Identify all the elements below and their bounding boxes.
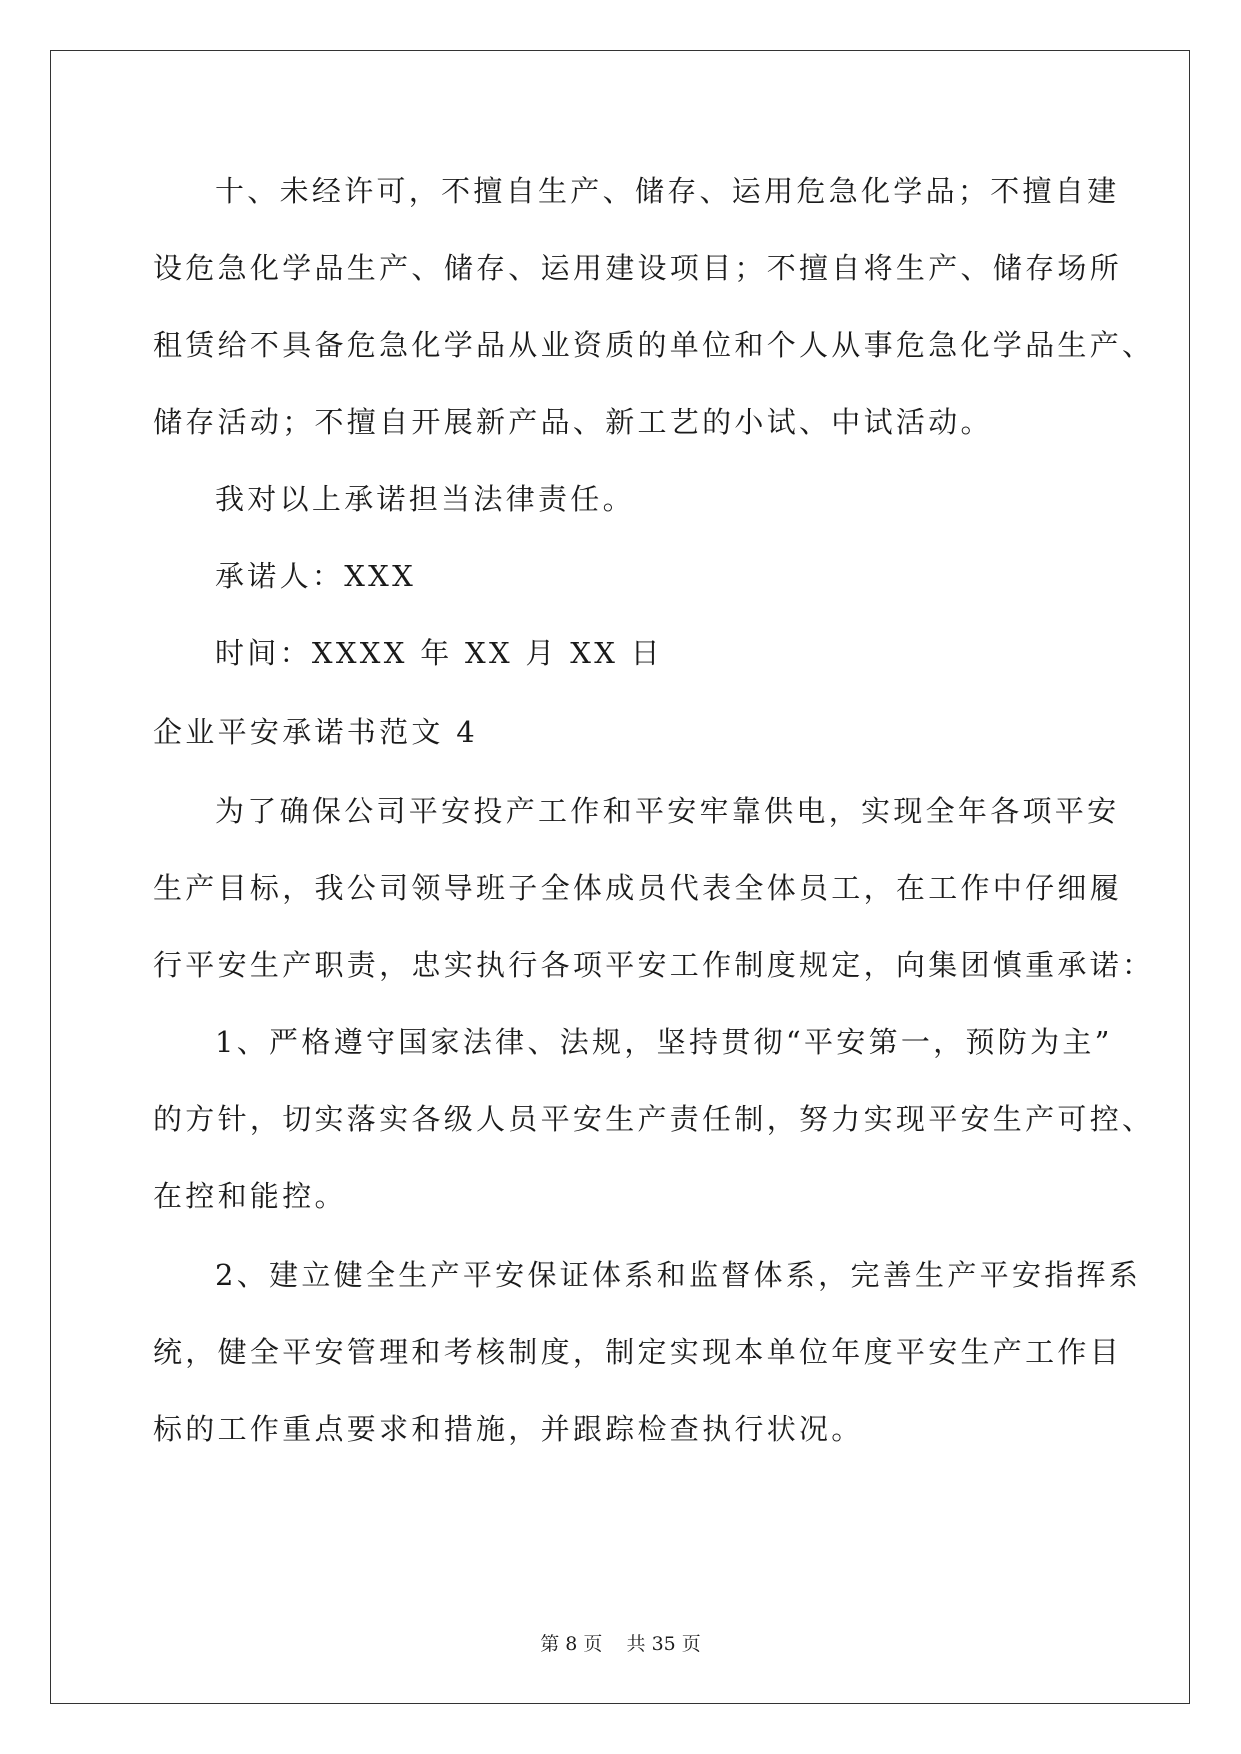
text-line: 我对以上承诺担当法律责任。 (215, 482, 635, 516)
text-line: 生产目标，我公司领导班子全体成员代表全体员工，在工作中仔细履 (153, 871, 1123, 905)
text-line: 统，健全平安管理和考核制度，制定实现本单位年度平安生产工作目 (153, 1335, 1123, 1369)
text-line: 十、未经许可，不擅自生产、储存、运用危急化学品；不擅自建 (215, 174, 1120, 208)
date-line: 时间：XXXX 年 XX 月 XX 日 (215, 636, 663, 670)
signatory-line: 承诺人：XXX (215, 559, 417, 593)
text-line: 在控和能控。 (153, 1179, 347, 1213)
text-line: 1、严格遵守国家法律、法规，坚持贯彻“平安第一，预防为主” (215, 1025, 1113, 1059)
text-line: 标的工作重点要求和措施，并跟踪检查执行状况。 (153, 1412, 864, 1446)
text-line: 2、建立健全生产平安保证体系和监督体系，完善生产平安指挥系 (215, 1258, 1142, 1292)
text-line: 的方针，切实落实各级人员平安生产责任制，努力实现平安生产可控、 (153, 1102, 1155, 1136)
page-number-footer: 第 8 页 共 35 页 (540, 1633, 701, 1655)
text-line: 租赁给不具备危急化学品从业资质的单位和个人从事危急化学品生产、 (153, 328, 1155, 362)
text-line: 行平安生产职责，忠实执行各项平安工作制度规定，向集团慎重承诺： (153, 948, 1155, 982)
text-line: 为了确保公司平安投产工作和平安牢靠供电，实现全年各项平安 (215, 794, 1120, 828)
section-heading: 企业平安承诺书范文 4 (153, 715, 478, 749)
text-line: 储存活动；不擅自开展新产品、新工艺的小试、中试活动。 (153, 405, 993, 439)
text-line: 设危急化学品生产、储存、运用建设项目；不擅自将生产、储存场所 (153, 251, 1123, 285)
